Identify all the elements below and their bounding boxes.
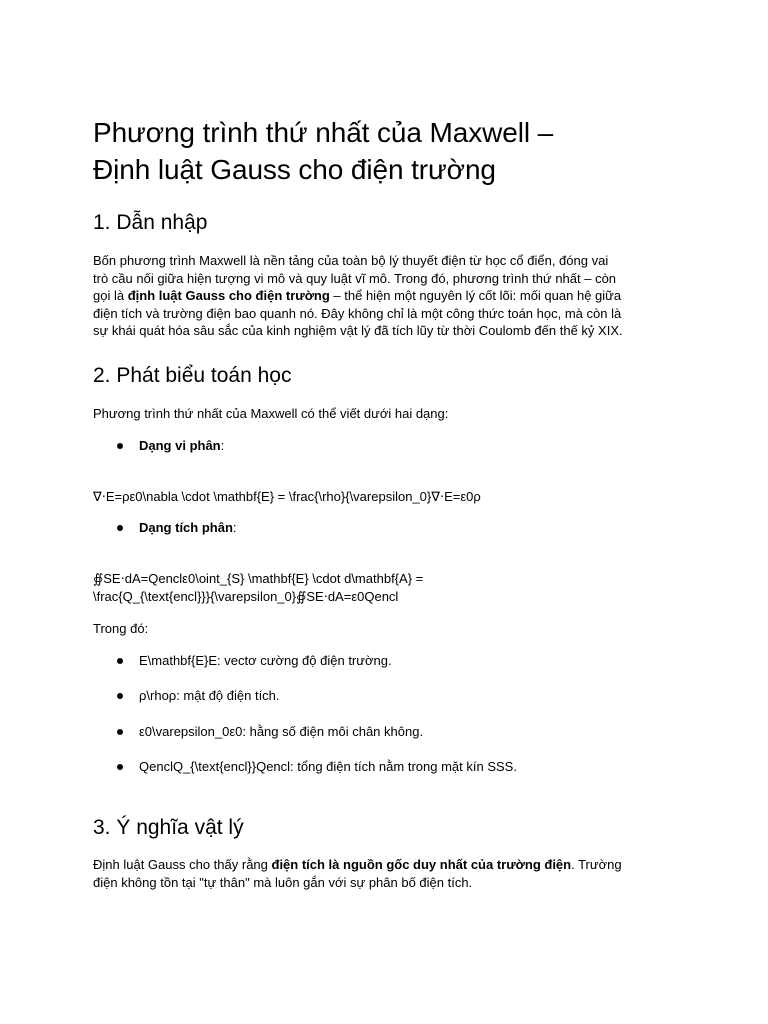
text-run: . Trường (571, 857, 622, 872)
form-label: Dạng vi phân (139, 438, 221, 453)
differential-formula: ∇⋅E=ρε0\nabla \cdot \mathbf{E} = \frac{\rho}{\varepsilon_0}∇⋅E=ε0ρ (93, 489, 481, 504)
integral-formula-line-1: ∯SE⋅dA=Qenclε0\oint_{S} \mathbf{E} \cdot d\mathbf{A} = (93, 571, 424, 586)
bullet-dot (117, 729, 123, 735)
definition-text: ε0\varepsilon_0ε0: hằng số điện môi chân không. (139, 724, 424, 739)
list-item-text (139, 519, 237, 536)
text-run: – thể hiện một nguyên lý cốt lõi: mối quan hệ giữa (329, 288, 622, 304)
list-item-text (139, 437, 224, 454)
bullet-dot (117, 693, 123, 699)
intro-paragraph (93, 252, 683, 340)
paragraph-line (93, 856, 683, 874)
title-line-2: Định luật Gauss cho điện trường (93, 154, 496, 185)
bullet-dot (117, 658, 123, 664)
where-label: Trong đó: (93, 621, 149, 636)
bullet-dot (117, 764, 123, 770)
paragraph-line: Bốn phương trình Maxwell là nền tảng của toàn bộ lý thuyết điện từ học cổ điển, đóng vai (93, 253, 609, 268)
section-heading-math: 2. Phát biểu toán học (93, 364, 292, 387)
paragraph-line: điện không tồn tại "tự thân" mà luôn gắn với sự phân bố điện tích. (93, 874, 473, 890)
paragraph-line: trò cầu nối giữa hiện tượng vi mô và quy luật vĩ mô. Trong đó, phương trình thứ nhất – còn (93, 270, 617, 286)
section-heading-physics: 3. Ý nghĩa vật lý (93, 816, 244, 839)
bold-term: định luật Gauss cho điện trường (127, 288, 330, 304)
bullet-dot (117, 443, 123, 449)
paragraph-line: sự khái quát hóa sâu sắc của kinh nghiệm vật lý đã tích lũy từ thời Coulomb đến thế kỷ XIX. (93, 323, 623, 339)
math-intro: Phương trình thứ nhất của Maxwell có thể viết dưới hai dạng: (93, 406, 449, 421)
text-run: gọi là (93, 288, 128, 304)
physics-paragraph (93, 856, 683, 891)
form-label: Dạng tích phân (139, 520, 233, 535)
definition-text: E\mathbf{E}E: vectơ cường độ điện trường. (139, 653, 392, 668)
section-heading-intro: 1. Dẫn nhập (93, 211, 208, 234)
paragraph-line: điện tích và trường điện bao quanh nó. Đây không chỉ là một công thức toán học, mà còn là (93, 305, 622, 321)
integral-formula-line-2: \frac{Q_{\text{encl}}}{\varepsilon_0}∯SE⋅dA=ε0Qencl (93, 589, 399, 604)
colon: : (232, 520, 237, 535)
paragraph-line (93, 287, 683, 305)
definition-text: ρ\rhoρ: mật độ điện tích. (139, 688, 280, 703)
colon: : (220, 438, 225, 453)
text-run: Định luật Gauss cho thấy rằng (93, 857, 272, 872)
bold-term: điện tích là nguồn gốc duy nhất của trường điện (271, 857, 572, 872)
definition-text: QenclQ_{\text{encl}}Qencl: tổng điện tích nằm trong mặt kín SSS. (139, 759, 517, 774)
bullet-dot (117, 525, 123, 531)
title-line-1: Phương trình thứ nhất của Maxwell – (93, 117, 554, 148)
page-title (93, 114, 683, 188)
